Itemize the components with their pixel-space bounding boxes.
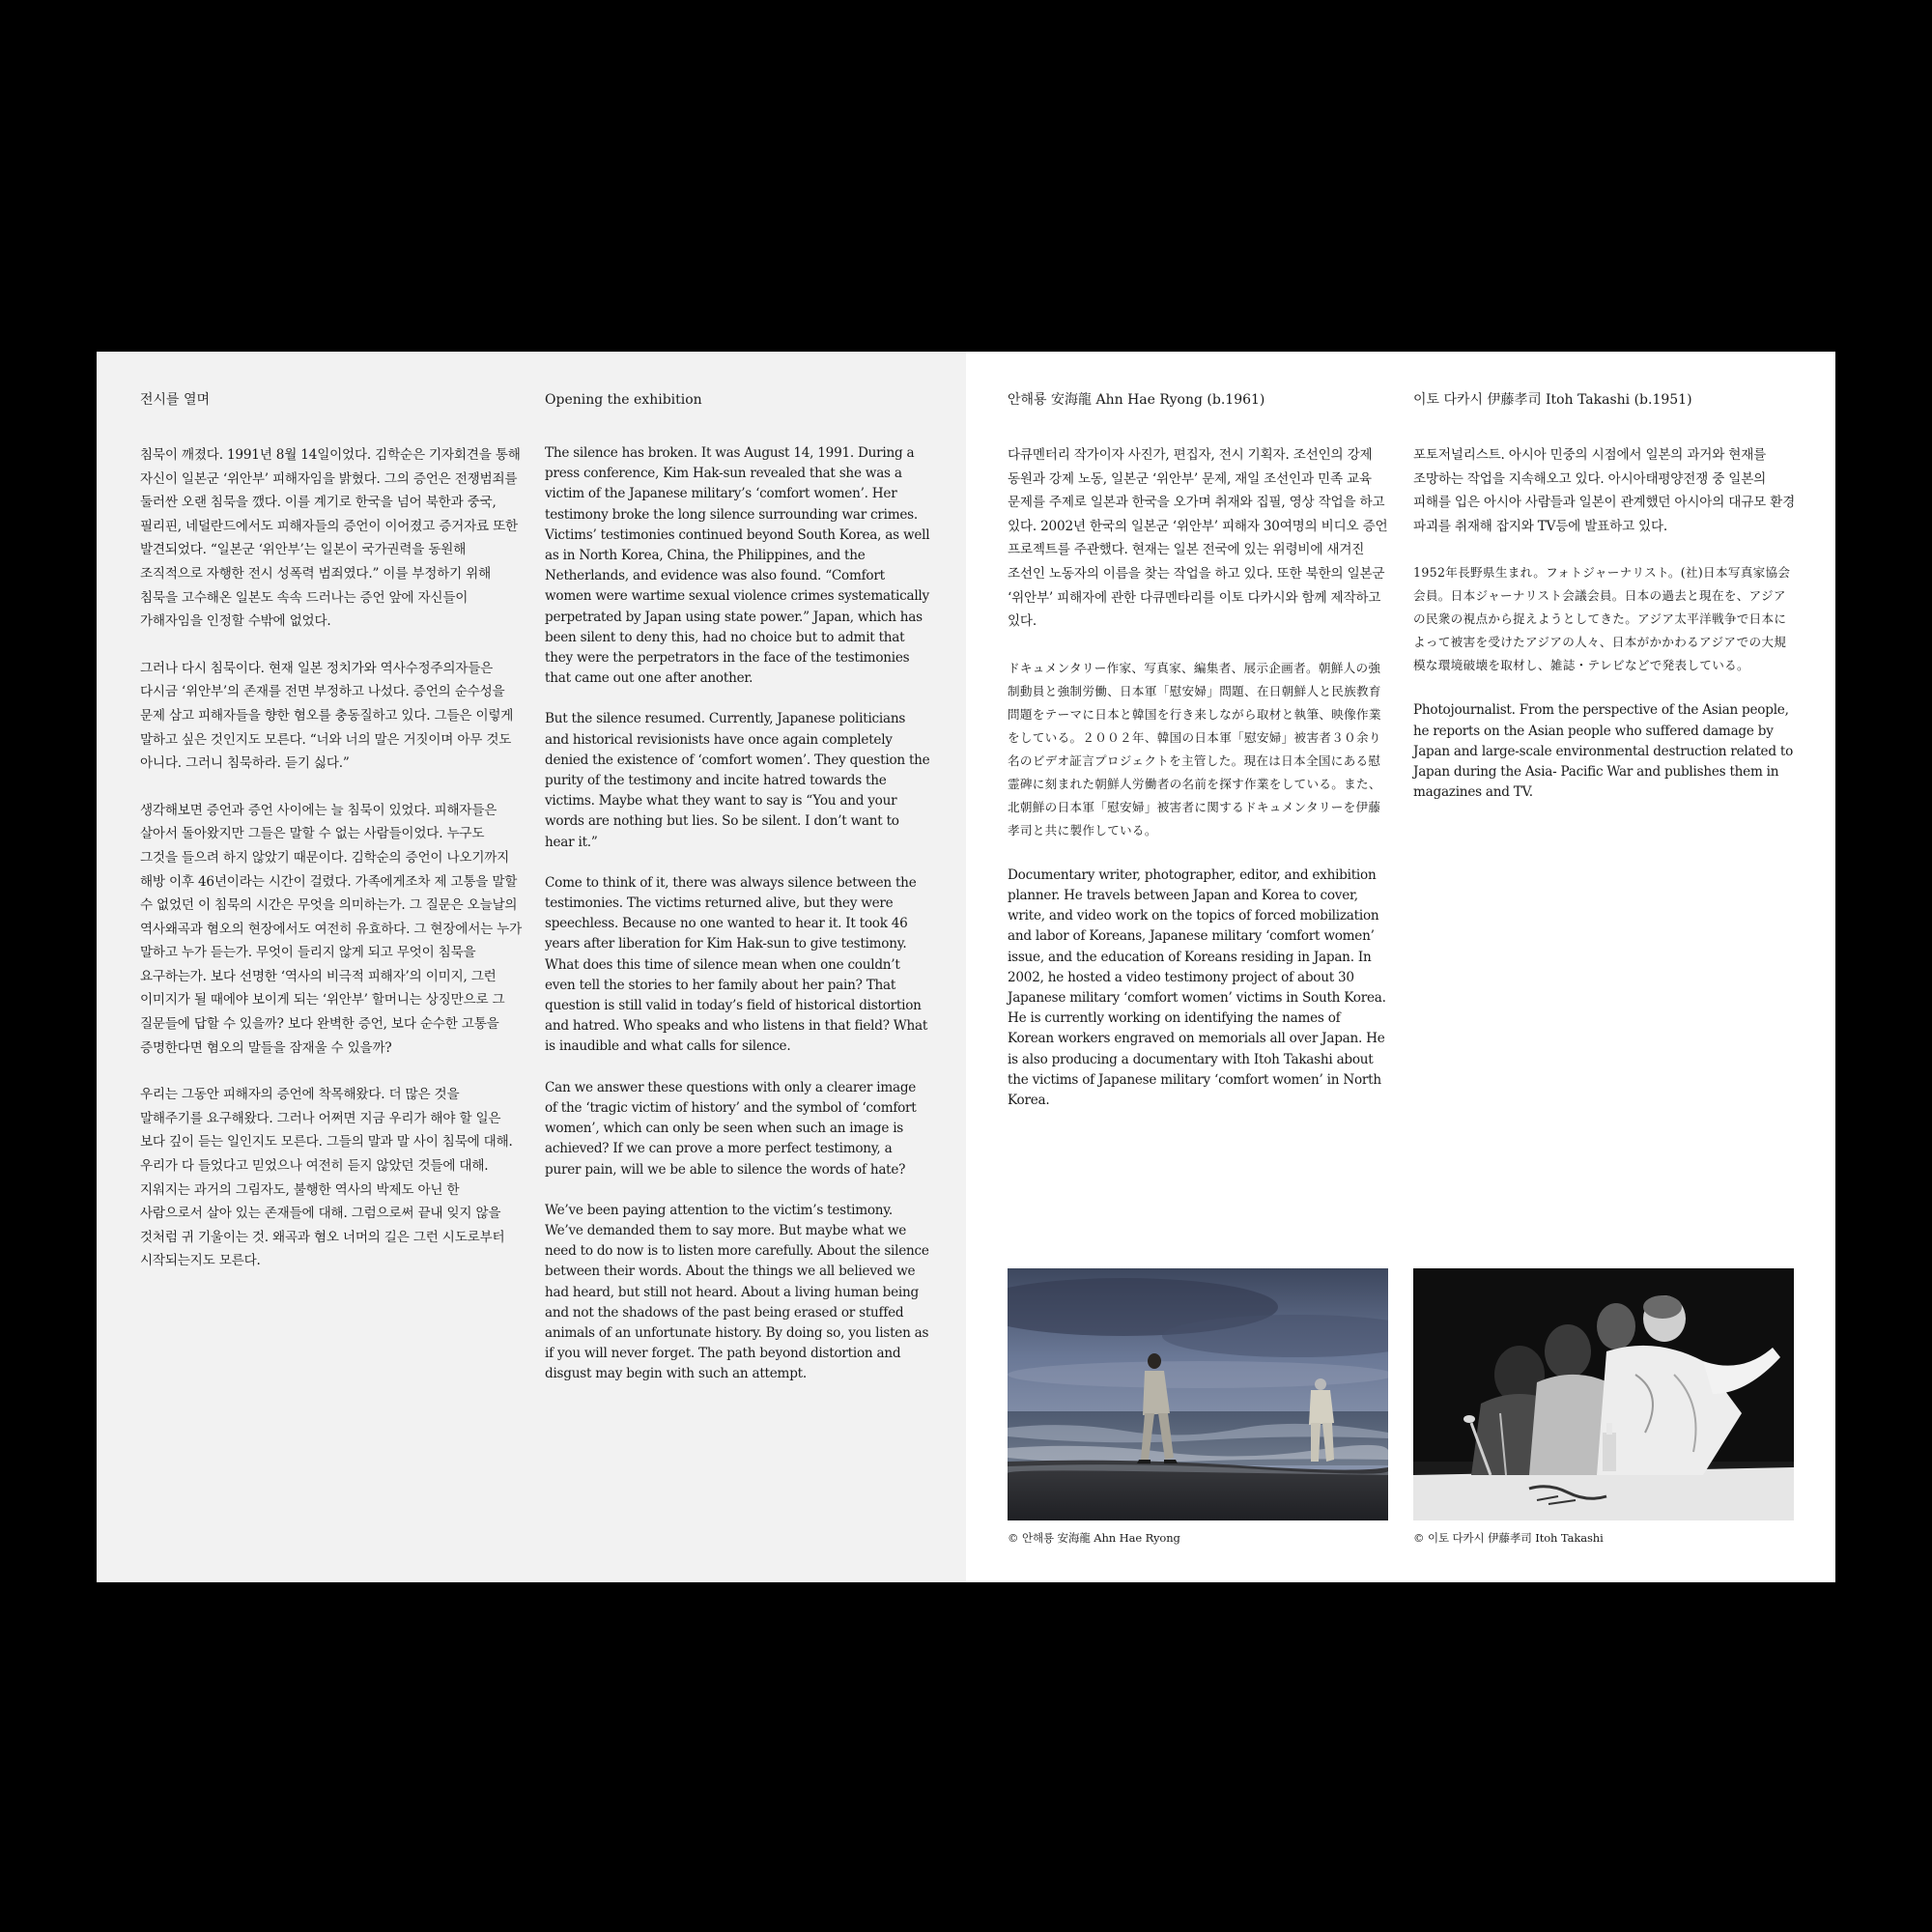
english-essay-column bbox=[545, 390, 931, 1406]
artist-ahn-bio-korean: 다큐멘터리 작가이자 사진가, 편집자, 전시 기획자. 조선인의 강제 동원과 강제 노동, 일본군 ‘위안부’ 문제, 재일 조선인과 민족 교육 문제를 주제로 일본과 한국을 오가며 취재와 집필, 영상 작업을 하고 있다. 2002년 한국의 일본군 ‘위안부’ 피해자 30여명의 비디오 증언 프로젝트를 주관했다. 현재는 일본 전국에 있는 위령비에 새겨진 조선인 노동자의 이름을 찾는 작업을 하고 있다. 또한 북한의 일본군 ‘위안부’ 피해자에 관한 다큐멘타리를 이토 다카시와 함께 제작하고 있다. bbox=[1008, 447, 1388, 630]
korean-essay-column bbox=[140, 390, 524, 1296]
book-spread bbox=[97, 352, 1835, 1582]
artist-itoh-bio-korean: 포토저널리스트. 아시아 민중의 시점에서 일본의 과거와 현재를 조망하는 작업을 지속해오고 있다. 아시아태평양전쟁 중 일본의 피해를 입은 아시아 사람들과 일본이 관계했던 아시아의 대규모 환경 파괴를 취재해 잡지와 TV등에 발표하고 있다. bbox=[1413, 447, 1796, 534]
artist-itoh-bio-japanese: 1952年長野県生まれ。フォトジャーナリスト。(社)日本写真家協会会員。日本ジャーナリスト会議会員。日本の過去と現在を、アジアの民衆の視点から捉えようとしてきた。アジア太平洋戦争で日本によって被害を受けたアジアの人々、日本がかかわるアジアでの大規模な環境破壊を取材し、雑誌・テレビなどで発表している。 bbox=[1413, 565, 1791, 673]
artist-itoh-heading: 이토 다카시 伊藤孝司 Itoh Takashi (b.1951) bbox=[1413, 392, 1692, 408]
testimony-photo-icon bbox=[1413, 1268, 1794, 1520]
korean-essay-heading: 전시를 열며 bbox=[140, 392, 211, 408]
artist-ahn-bio-column bbox=[1008, 390, 1390, 1131]
artist-itoh-bio-english: Photojournalist. From the perspective of the Asian people, he reports on the Asian people who suffered damage by Japan and large-scale environmental destruction related to Japan during the Asia- Pacific War and publishes them in magazines and TV. bbox=[1413, 702, 1794, 801]
beach-photo-icon bbox=[1008, 1268, 1388, 1520]
korean-essay-paragraph-3: 생각해보면 증언과 증언 사이에는 늘 침묵이 있었다. 피해자들은 살아서 돌아왔지만 그들은 말할 수 없는 사람들이었다. 누구도 그것을 들으려 하지 않았기 때문이다. 김학순의 증언이 나오기까지 해방 이후 46년이라는 시간이 걸렸다. 가족에게조차 제 고통을 말할 수 없었던 이 침묵의 시간은 무엇을 의미하는가. 그 질문은 오늘날의 역사왜곡과 혐오의 현장에서도 여전히 유효하다. 그 현장에서는 누가 말하고 누가 듣는가. 무엇이 들리지 않게 되고 무엇이 침묵을 요구하는가. 보다 선명한 ‘역사의 비극적 피해자’의 이미지, 그런 이미지가 될 때에야 보이게 되는 ‘위안부’ 할머니는 상징만으로 그 질문들에 답할 수 있을까? 보다 완벽한 증언, 보다 순수한 고통을 증명한다면 혐오의 말들을 잠재울 수 있을까? bbox=[140, 802, 523, 1056]
english-essay-paragraph-4: Can we answer these questions with only a clearer image of the ‘tragic victim of history’ and the symbol of ‘comfort women’, which can only be seen when such an image is achieved? If we can prove a more perfect testimony, a purer pain, will we be able to silence the words of hate? bbox=[545, 1079, 917, 1178]
artist-itoh-bio-column bbox=[1413, 390, 1796, 823]
artist-ahn-bio-english: Documentary writer, photographer, editor, and exhibition planner. He travels between Japan and Korea to cover, write, and video work on the topics of forced mobilization and labor of Koreans, Japanese military ‘comfort women’ issue, and the education of Koreans residing in Japan. In 2002, he hosted a video testimony project of about 30 Japanese military ‘comfort women’ victims in South Korea. He is currently working on identifying the names of Korean workers engraved on memorials all over Japan. He is also producing a documentary with Itoh Takashi about the victims of Japanese military ‘comfort women’ in North Korea. bbox=[1008, 867, 1386, 1108]
left-page bbox=[97, 352, 966, 1582]
english-essay-paragraph-5: We’ve been paying attention to the victim’s testimony. We’ve demanded them to say more. But maybe what we need to do now is to listen more carefully. About the silence between their words. About the things we all believed we had heard, but still not heard. About a living human being and not the shadows of the past being erased or stuffed animals of an unfortunate history. By doing so, you listen as if you will never forget. The path beyond distortion and disgust may begin with such an attempt. bbox=[545, 1202, 929, 1382]
english-essay-paragraph-1: The silence has broken. It was August 14, 1991. During a press conference, Kim Hak-sun revealed that she was a victim of the Japanese military’s ‘comfort women’. Her testimony broke the long silence surrounding war crimes. Victims’ testimonies continued beyond South Korea, as well as in North Korea, China, the Philippines, and the Netherlands, and evidence was also found. “Comfort women were wartime sexual violence crimes systematically perpetrated by Japan using state power.” Japan, which has been silent to deny this, had no choice but to admit that they were the perpetrators in the face of the testimonies that came out one after another. bbox=[545, 445, 930, 687]
english-essay-heading: Opening the exhibition bbox=[545, 392, 702, 408]
english-essay-paragraph-3: Come to think of it, there was always silence between the testimonies. The victims returned alive, but they were speechless. Because no one wanted to hear it. It took 46 years after liberation for Kim Hak-sun to give testimony. What does this time of silence mean when one couldn’t even tell the stories to her family about her pain? That question is still valid in today’s field of historical distortion and hatred. Who speaks and who listens in that field? What is inaudible and what calls for silence. bbox=[545, 874, 928, 1055]
right-page bbox=[966, 352, 1835, 1582]
korean-essay-paragraph-2: 그러나 다시 침묵이다. 현재 일본 정치가와 역사수정주의자들은 다시금 ‘위안부’의 존재를 전면 부정하고 나섰다. 증언의 순수성을 문제 삼고 피해자들을 향한 혐오를 충동질하고 있다. 그들은 이렇게 말하고 싶은 것인지도 모른다. “너와 너의 말은 거짓이며 아무 것도 아니다. 그러니 침묵하라. 듣기 싫다.” bbox=[140, 660, 514, 772]
english-essay-paragraph-2: But the silence resumed. Currently, Japanese politicians and historical revisionists have once again completely denied the existence of ‘comfort women’. They question the purity of the testimony and incite hatred towards the victims. Maybe what they want to say is “You and your words are nothing but lies. So be silent. I don’t want to hear it.” bbox=[545, 711, 930, 850]
korean-essay-paragraph-1: 침묵이 깨졌다. 1991년 8월 14일이었다. 김학순은 기자회견을 통해 자신이 일본군 ‘위안부’ 피해자임을 밝혔다. 그의 증언은 전쟁범죄를 둘러싼 오랜 침묵을 깼다. 이를 계기로 한국을 넘어 북한과 중국, 필리핀, 네덜란드에서도 피해자들의 증언이 이어졌고 증거자료 또한 발견되었다. “일본군 ‘위안부’는 일본이 국가권력을 동원해 조직적으로 자행한 전시 성폭력 범죄였다.” 이를 부정하기 위해 침묵을 고수해온 일본도 속속 드러나는 증언 앞에 자신들이 가해자임을 인정할 수밖에 없었다. bbox=[140, 447, 521, 630]
photo-ahn-caption: © 안해룡 安海龍 Ahn Hae Ryong bbox=[1008, 1531, 1180, 1545]
korean-essay-paragraph-4: 우리는 그동안 피해자의 증언에 착목해왔다. 더 많은 것을 말해주기를 요구해왔다. 그러나 어쩌면 지금 우리가 해야 할 일은 보다 깊이 듣는 일인지도 모른다. 그들의 말과 말 사이 침묵에 대해. 우리가 다 들었다고 믿었으나 여전히 듣지 않았던 것들에 대해. 지워지는 과거의 그림자도, 불행한 역사의 박제도 아닌 한 사람으로서 살아 있는 존재들에 대해. 그럼으로써 끝내 잊지 않을 것처럼 귀 기울이는 것. 왜곡과 혐오 너머의 길은 그런 시도로부터 시작되는지도 모른다. bbox=[140, 1087, 513, 1269]
photo-itoh-caption: © 이토 다카시 伊藤孝司 Itoh Takashi bbox=[1413, 1531, 1604, 1545]
artist-ahn-bio-japanese: ドキュメンタリー作家、写真家、編集者、展示企画者。朝鮮人の強制動員と強制労働、日本軍「慰安婦」問題、在日朝鮮人と民族教育問題をテーマに日本と韓国を行き来しながら取材と執筆、映像作業をしている。２００２年、韓国の日本軍「慰安婦」被害者３０余り名のビデオ証言プロジェクトを主管した。現在は日本全国にある慰霊碑に刻まれた朝鮮人労働者の名前を探す作業をしている。また、北朝鮮の日本軍「慰安婦」被害者に関するドキュメンタリーを伊藤孝司と共に製作している。 bbox=[1008, 660, 1381, 838]
artist-ahn-heading: 안해룡 安海龍 Ahn Hae Ryong (b.1961) bbox=[1008, 392, 1265, 408]
